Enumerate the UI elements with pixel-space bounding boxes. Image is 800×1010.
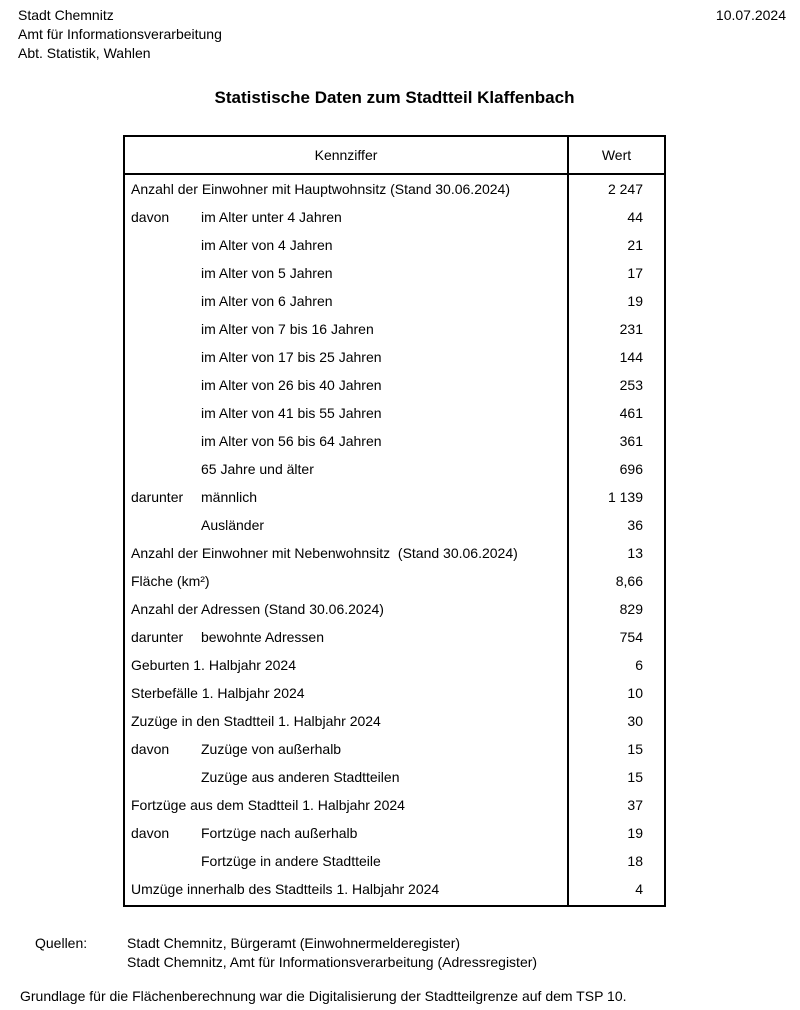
row-label: Umzüge innerhalb des Stadtteils 1. Halbjahr 2024 — [131, 881, 440, 897]
table-row — [125, 707, 664, 735]
row-label: im Alter von 6 Jahren — [201, 293, 333, 309]
column-divider — [567, 137, 569, 905]
row-label: Zuzüge von außerhalb — [201, 741, 342, 757]
table-row — [125, 651, 664, 679]
row-label-cell — [125, 293, 567, 309]
row-value: 15 — [627, 741, 643, 757]
table-row — [125, 567, 664, 595]
row-prefix — [131, 349, 201, 365]
source-line-2: Stadt Chemnitz, Amt für Informationsverarbeitung (Adressregister) — [127, 954, 538, 970]
row-value: 21 — [627, 237, 643, 253]
row-label: im Alter von 26 bis 40 Jahren — [201, 377, 382, 393]
row-label: im Alter von 7 bis 16 Jahren — [201, 321, 374, 337]
row-value: 361 — [619, 433, 643, 449]
table-row — [125, 539, 664, 567]
row-value: 754 — [619, 629, 643, 645]
table-row — [125, 315, 664, 343]
row-prefix: darunter — [131, 629, 184, 645]
row-value: 18 — [627, 853, 643, 869]
agency-header — [18, 6, 222, 63]
table-row — [125, 595, 664, 623]
row-label-cell — [125, 209, 567, 225]
row-label-cell — [125, 797, 567, 813]
row-label-cell — [125, 825, 567, 841]
row-value: 10 — [627, 685, 643, 701]
table-row — [125, 679, 664, 707]
table-row — [125, 203, 664, 231]
row-label-cell — [125, 713, 567, 729]
row-label: Fläche (km²) — [131, 573, 210, 589]
table-row — [125, 343, 664, 371]
agency-line-2: Amt für Informationsverarbeitung — [18, 26, 222, 42]
row-value: 36 — [627, 517, 643, 533]
row-prefix — [131, 405, 201, 421]
table-row — [125, 735, 664, 763]
row-value: 13 — [627, 545, 643, 561]
table-header-row — [125, 137, 664, 175]
row-label-cell — [125, 461, 567, 477]
row-label: im Alter von 17 bis 25 Jahren — [201, 349, 382, 365]
table-row — [125, 483, 664, 511]
row-label: im Alter von 5 Jahren — [201, 265, 333, 281]
row-prefix: davon — [131, 209, 170, 225]
row-value: 1 139 — [607, 489, 643, 505]
row-label-cell — [125, 265, 567, 281]
agency-line-3: Abt. Statistik, Wahlen — [18, 45, 151, 61]
table-row — [125, 763, 664, 791]
row-label: im Alter unter 4 Jahren — [201, 209, 342, 225]
row-label: Zuzüge aus anderen Stadtteilen — [201, 769, 400, 785]
row-label: Fortzüge aus dem Stadtteil 1. Halbjahr 2024 — [131, 797, 405, 813]
row-prefix — [131, 321, 201, 337]
page-title: Statistische Daten zum Stadtteil Klaffenbach — [214, 88, 575, 107]
row-label-cell — [125, 517, 567, 533]
row-label: im Alter von 56 bis 64 Jahren — [201, 433, 382, 449]
row-value: 30 — [627, 713, 643, 729]
table-row — [125, 259, 664, 287]
table-row — [125, 287, 664, 315]
table-row — [125, 455, 664, 483]
row-label-cell — [125, 685, 567, 701]
row-label-cell — [125, 853, 567, 869]
row-label: im Alter von 41 bis 55 Jahren — [201, 405, 382, 421]
row-label: Anzahl der Einwohner mit Hauptwohnsitz (Stand 30.06.2024) — [131, 181, 510, 197]
row-label: Geburten 1. Halbjahr 2024 — [131, 657, 296, 673]
row-prefix — [131, 293, 201, 309]
table-row — [125, 847, 664, 875]
row-prefix: davon — [131, 741, 170, 757]
row-value: 17 — [627, 265, 643, 281]
row-value: 4 — [635, 881, 643, 897]
row-label-cell — [125, 377, 567, 393]
row-label: 65 Jahre und älter — [201, 461, 314, 477]
row-label-cell — [125, 405, 567, 421]
row-label-cell — [125, 601, 567, 617]
row-label: Zuzüge in den Stadtteil 1. Halbjahr 2024 — [131, 713, 381, 729]
table-row — [125, 371, 664, 399]
row-prefix: davon — [131, 825, 170, 841]
table-row — [125, 427, 664, 455]
column-header-wert: Wert — [601, 147, 632, 163]
row-label: bewohnte Adressen — [201, 629, 324, 645]
agency-line-1: Stadt Chemnitz — [18, 7, 114, 23]
source-line-1: Stadt Chemnitz, Bürgeramt (Einwohnermelderegister) — [127, 935, 461, 951]
table-row — [125, 819, 664, 847]
row-value: 6 — [635, 657, 643, 673]
row-label: Ausländer — [201, 517, 265, 533]
row-label: im Alter von 4 Jahren — [201, 237, 333, 253]
row-value: 231 — [619, 321, 643, 337]
table-row — [125, 399, 664, 427]
table-row — [125, 791, 664, 819]
row-label-cell — [125, 573, 567, 589]
row-label-cell — [125, 321, 567, 337]
row-label: Anzahl der Adressen (Stand 30.06.2024) — [131, 601, 384, 617]
row-value: 461 — [619, 405, 643, 421]
row-label-cell — [125, 629, 567, 645]
row-label: Anzahl der Einwohner mit Nebenwohnsitz (Stand 30.06.2024) — [131, 545, 518, 561]
table-row — [125, 511, 664, 539]
row-prefix — [131, 769, 201, 785]
row-label-cell — [125, 433, 567, 449]
row-value: 8,66 — [615, 573, 643, 589]
row-value: 37 — [627, 797, 643, 813]
table-row — [125, 623, 664, 651]
table-row — [125, 875, 664, 903]
footnote: Grundlage für die Flächenberechnung war die Digitalisierung der Stadtteilgrenze auf dem TSP 10. — [20, 988, 627, 1004]
sources-label: Quellen: — [35, 935, 88, 951]
row-label-cell — [125, 545, 567, 561]
row-label: Fortzüge nach außerhalb — [201, 825, 358, 841]
row-label-cell — [125, 349, 567, 365]
row-label: männlich — [201, 489, 258, 505]
row-label-cell — [125, 237, 567, 253]
row-prefix — [131, 517, 201, 533]
row-label-cell — [125, 657, 567, 673]
row-label: Sterbefälle 1. Halbjahr 2024 — [131, 685, 305, 701]
row-prefix — [131, 433, 201, 449]
document-date: 10.07.2024 — [715, 7, 786, 23]
column-header-kennziffer: Kennziffer — [314, 147, 378, 163]
row-label-cell — [125, 489, 567, 505]
row-label-cell — [125, 769, 567, 785]
row-value: 2 247 — [607, 181, 643, 197]
row-label-cell — [125, 881, 567, 897]
row-label-cell — [125, 181, 567, 197]
row-value: 44 — [627, 209, 643, 225]
row-value: 15 — [627, 769, 643, 785]
sources-list — [127, 934, 537, 972]
row-prefix: darunter — [131, 489, 184, 505]
sources-block — [35, 934, 537, 972]
row-value: 829 — [619, 601, 643, 617]
row-value: 19 — [627, 293, 643, 309]
table-row — [125, 231, 664, 259]
row-prefix — [131, 461, 201, 477]
row-value: 144 — [619, 349, 643, 365]
row-value: 253 — [619, 377, 643, 393]
row-prefix — [131, 377, 201, 393]
row-prefix — [131, 853, 201, 869]
row-value: 19 — [627, 825, 643, 841]
row-value: 696 — [619, 461, 643, 477]
row-prefix — [131, 237, 201, 253]
table-body — [125, 175, 664, 903]
row-label: Fortzüge in andere Stadtteile — [201, 853, 381, 869]
row-label-cell — [125, 741, 567, 757]
row-prefix — [131, 265, 201, 281]
statistics-table — [123, 135, 666, 907]
table-row — [125, 175, 664, 203]
